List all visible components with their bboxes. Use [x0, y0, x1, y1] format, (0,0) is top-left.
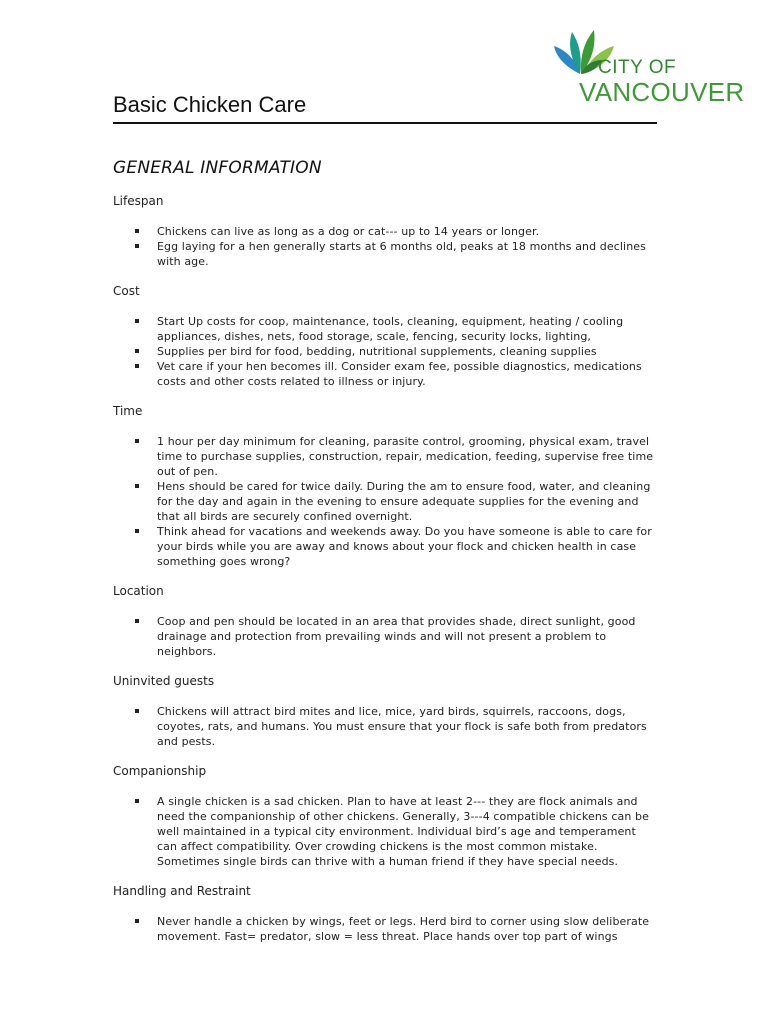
- bullet-list: [113, 794, 658, 869]
- section-heading: Uninvited guests: [113, 674, 215, 688]
- list-item: Think ahead for vacations and weekends away. Do you have someone is able to care for your birds while you are away and knows about your flock and chicken health in case something goes wrong?: [113, 524, 658, 569]
- list-item: Chickens will attract bird mites and lice, mice, yard birds, squirrels, raccoons, dogs, coyotes, rats, and humans. You must ensure that your flock is safe both from predators and pests.: [113, 704, 658, 749]
- list-item: Supplies per bird for food, bedding, nutritional supplements, cleaning supplies: [113, 344, 658, 359]
- list-item: Coop and pen should be located in an area that provides shade, direct sunlight, good drainage and protection from prevailing winds and will not present a problem to neighbors.: [113, 614, 658, 659]
- section-heading: Time: [113, 404, 143, 418]
- bullet-list: [113, 704, 658, 749]
- list-item: Hens should be cared for twice daily. During the am to ensure food, water, and cleaning for the day and again in the evening to ensure adequate supplies for the evening and that all birds are securely confined overnight.: [113, 479, 658, 524]
- list-item: A single chicken is a sad chicken. Plan to have at least 2--- they are flock animals and need the companionship of other chickens. Generally, 3---4 compatible chickens can be well maintained in a typical city environment. Individual bird’s age and temperament can affect compatibility. Over crowding chickens is the most common mistake. Sometimes single birds can thrive with a human friend if they have special needs.: [113, 794, 658, 869]
- bullet-list: [113, 314, 658, 389]
- section-cost: [113, 284, 658, 389]
- section-heading: Companionship: [113, 764, 207, 778]
- city-of-vancouver-logo: [550, 26, 750, 106]
- document-title: Basic Chicken Care: [113, 92, 307, 117]
- section-location: [113, 584, 658, 659]
- section-heading: Lifespan: [113, 194, 164, 208]
- section-heading: Cost: [113, 284, 140, 298]
- section-title: GENERAL INFORMATION: [113, 158, 322, 178]
- title-rule: [113, 122, 657, 124]
- logo-line-vancouver: VANCOUVER: [579, 77, 745, 107]
- bullet-list: [113, 224, 658, 269]
- section-handling-and-restraint: [113, 884, 658, 944]
- list-item: 1 hour per day minimum for cleaning, parasite control, grooming, physical exam, travel time to purchase supplies, construction, repair, medication, feeding, supervise free time out of pen.: [113, 434, 658, 479]
- document-body: [113, 194, 658, 944]
- bullet-list: [113, 434, 658, 569]
- section-heading: Location: [113, 584, 164, 598]
- bullet-list: [113, 914, 658, 944]
- list-item: Egg laying for a hen generally starts at 6 months old, peaks at 18 months and declines with age.: [113, 239, 658, 269]
- section-lifespan: [113, 194, 658, 269]
- list-item: Vet care if your hen becomes ill. Consider exam fee, possible diagnostics, medications costs and other costs related to illness or injury.: [113, 359, 658, 389]
- bullet-list: [113, 614, 658, 659]
- section-time: [113, 404, 658, 569]
- section-uninvited-guests: [113, 674, 658, 749]
- logo-line-city-of: CITY OF: [598, 57, 677, 78]
- list-item: Chickens can live as long as a dog or cat--- up to 14 years or longer.: [113, 224, 658, 239]
- list-item: Never handle a chicken by wings, feet or legs. Herd bird to corner using slow deliberate movement. Fast= predator, slow = less threat. Place hands over top part of wings: [113, 914, 658, 944]
- section-companionship: [113, 764, 658, 869]
- list-item: Start Up costs for coop, maintenance, tools, cleaning, equipment, heating / cooling appliances, dishes, nets, food storage, scale, fencing, security locks, lighting,: [113, 314, 658, 344]
- section-heading: Handling and Restraint: [113, 884, 251, 898]
